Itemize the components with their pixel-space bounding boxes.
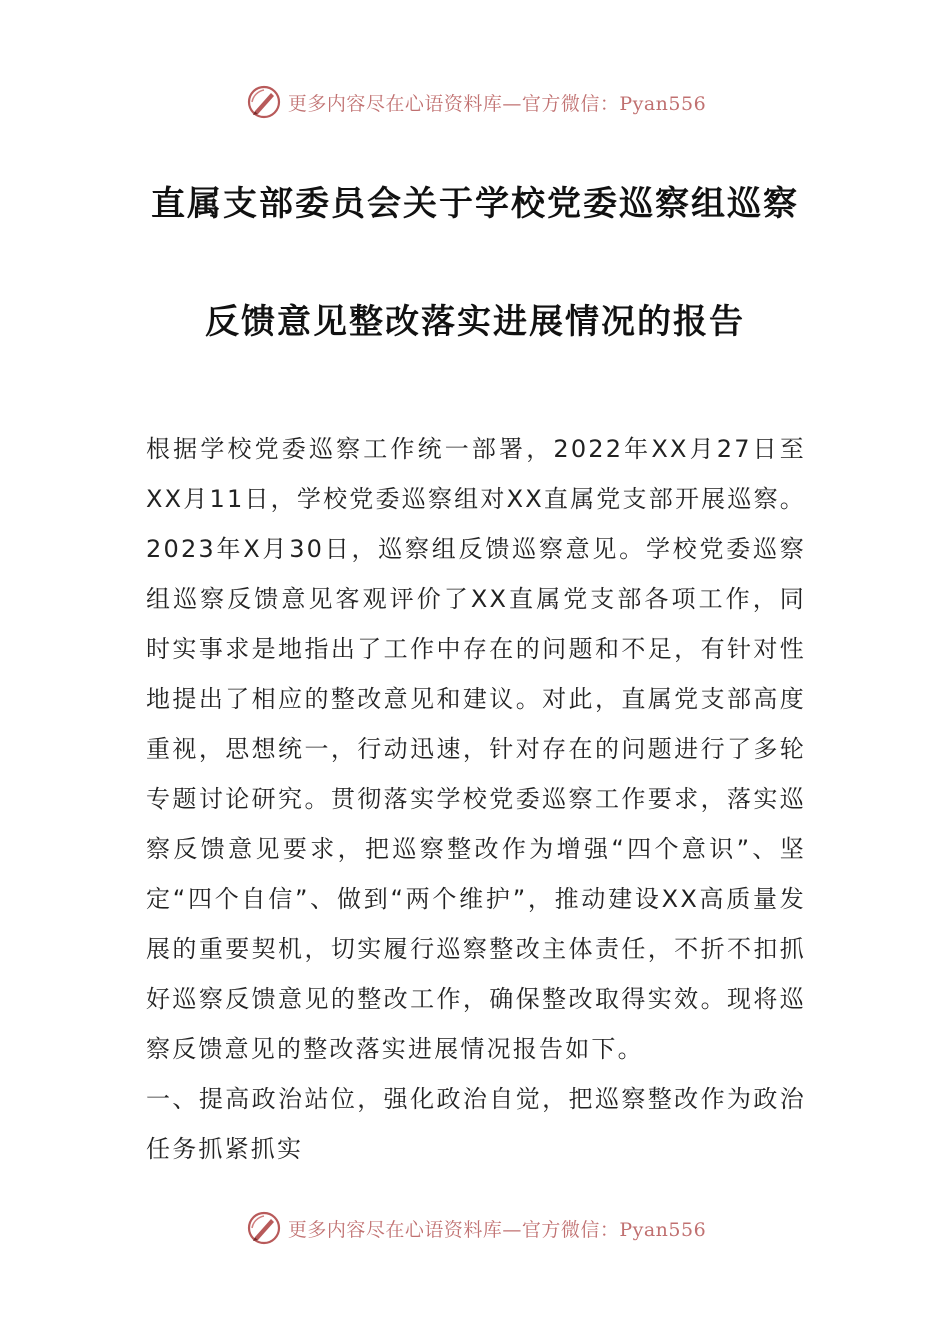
document-title-line-2: 反馈意见整改落实进展情况的报告	[205, 302, 745, 342]
watermark-text: 更多内容尽在心语资料库—官方微信：Pyan556	[287, 1218, 707, 1241]
watermark-text: 更多内容尽在心语资料库—官方微信：Pyan556	[287, 92, 707, 115]
body-paragraph: 根据学校党委巡察工作统一部署，2022年XX月27日至XX月11日，学校党委巡察组对XX直属党支部开展巡察。2023年X月30日，巡察组反馈巡察意见。学校党委巡察组巡察反馈意见客观评价了XX直属党支部各项工作，同时实事求是地指出了工作中存在的问题和不足，有针对性地提出了相应的整改意见和建议。对此，直属党支部高度重视，思想统一，行动迅速，针对存在的问题进行了多轮专题讨论研究。贯彻落实学校党委巡察工作要求，落实巡察反馈意见要求，把巡察整改作为增强“四个意识”、坚定“四个自信”、做到“两个维护”，推动建设XX高质量发展的重要契机，切实履行巡察整改主体责任，不折不扣抓好巡察反馈意见的整改工作，确保整改取得实效。现将巡察反馈意见的整改落实进展情况报告如下。	[146, 435, 806, 1063]
document-body	[146, 424, 806, 1174]
document-title-line-1: 直属支部委员会关于学校党委巡察组巡察	[151, 184, 799, 224]
section-heading: 一、提高政治站位，强化政治自觉，把巡察整改作为政治任务抓紧抓实	[146, 1085, 806, 1163]
pen-logo-icon	[244, 1208, 284, 1248]
pen-logo-icon	[244, 82, 284, 122]
footer-watermark	[0, 1206, 950, 1250]
header-watermark	[0, 80, 950, 124]
